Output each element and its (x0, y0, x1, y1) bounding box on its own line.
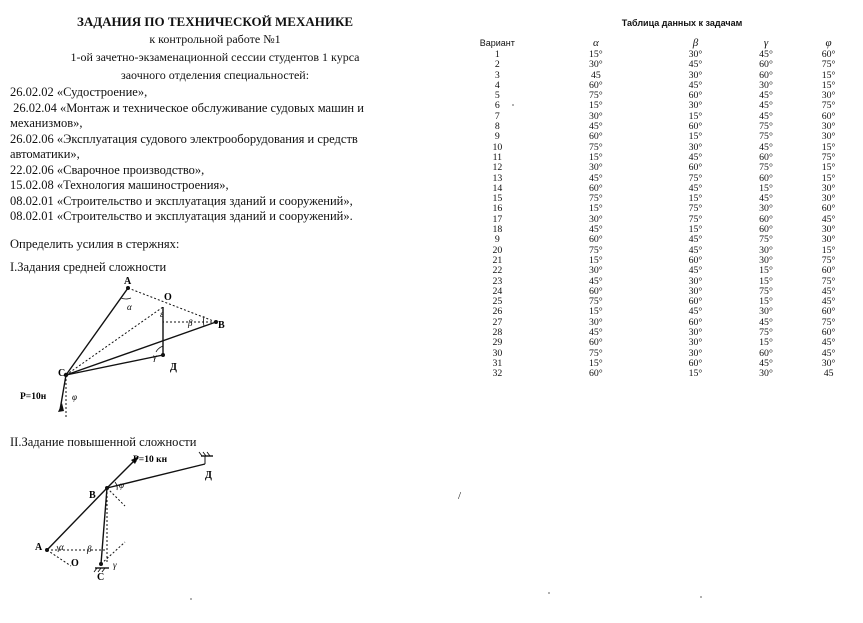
node-a2 (45, 548, 49, 552)
cell-beta: 60° (688, 90, 703, 102)
cell-alpha: 45° (588, 327, 603, 339)
cell-gamma: 60° (759, 59, 773, 71)
cell-gamma: 75° (759, 121, 773, 133)
cell-alpha: 30° (588, 162, 603, 174)
cell-variant: 25 (492, 296, 503, 308)
cell-gamma: 45° (759, 357, 773, 369)
right-column (462, 18, 857, 380)
table-row (462, 266, 857, 276)
cell-alpha: 45° (588, 121, 603, 133)
cell-alpha: 60° (588, 79, 603, 91)
table-header-row (462, 36, 857, 50)
header-alpha: α (592, 37, 599, 49)
scan-speck (548, 592, 550, 594)
table-row (462, 132, 857, 142)
cell-phi: 45° (821, 296, 836, 308)
cell-variant: 27 (492, 316, 503, 328)
cell-variant: 22 (492, 265, 503, 277)
subtitle-line-3: заочного отделения специальностей: (120, 68, 310, 82)
cell-gamma: 30° (759, 254, 773, 266)
cell-variant: 20 (492, 244, 503, 256)
table-body (462, 50, 857, 380)
table-row (462, 112, 857, 122)
cell-gamma: 60° (759, 213, 773, 225)
cell-gamma: 15° (759, 296, 773, 308)
table-row (462, 50, 857, 60)
cell-gamma: 75° (759, 327, 773, 339)
cell-variant: 31 (492, 357, 503, 369)
node-d (161, 353, 165, 357)
cell-phi: 45° (821, 347, 836, 359)
label-gamma: γ (153, 352, 157, 362)
cell-variant: 24 (492, 285, 503, 297)
rod-ac (66, 288, 128, 375)
label-o2: O (71, 558, 79, 569)
cell-beta: 60° (688, 357, 703, 369)
label-beta-2: β (87, 544, 92, 554)
cell-variant: 10 (492, 141, 503, 153)
table-row (462, 287, 857, 297)
arc-alpha (121, 298, 131, 299)
diagram-medium (20, 270, 250, 430)
table-row (462, 204, 857, 214)
cell-beta: 45° (688, 306, 703, 318)
cell-alpha: 45° (588, 172, 603, 184)
label-phi-2: φ (119, 480, 124, 490)
cell-phi: 60° (821, 327, 836, 339)
cell-gamma: 75° (759, 234, 773, 246)
label-alpha: α (127, 302, 132, 312)
cell-alpha: 45 (590, 69, 601, 81)
cell-variant: 21 (492, 254, 503, 266)
cell-alpha: 75° (588, 90, 603, 102)
cell-beta: 75° (688, 203, 703, 215)
cell-gamma: 30° (759, 244, 773, 256)
label-beta: β (188, 318, 193, 328)
label-force-2: P=10 кн (133, 455, 168, 465)
cell-phi: 45 (823, 368, 834, 380)
cell-phi: 75° (821, 151, 836, 163)
cell-variant: 3 (494, 69, 500, 81)
table-row (462, 246, 857, 256)
rod-bc (101, 488, 107, 564)
cell-alpha: 45° (588, 275, 603, 287)
table-row (462, 60, 857, 70)
table-row (462, 143, 857, 153)
cell-alpha: 75° (588, 193, 603, 205)
table-row (462, 174, 857, 184)
label-alpha-2: α (59, 542, 64, 552)
label-d2: Д (205, 470, 212, 481)
specialty-line: 22.02.06 «Сварочное производство», (10, 162, 205, 177)
cell-beta: 45° (688, 234, 703, 246)
cell-variant: 26 (492, 306, 503, 318)
cell-gamma: 75° (759, 131, 773, 143)
header-phi: φ (825, 37, 832, 49)
cell-phi: 15° (821, 79, 836, 91)
cell-beta: 30° (688, 275, 703, 287)
dotted-b (107, 488, 125, 506)
rod-cb (66, 322, 216, 375)
cell-variant: 7 (494, 110, 500, 122)
cell-beta: 15° (688, 110, 703, 122)
specialty-line: 15.02.08 «Технология машиностроения», (10, 178, 229, 192)
arc-gamma (156, 346, 163, 352)
cell-alpha: 75° (588, 347, 603, 359)
cell-phi: 45° (821, 337, 836, 349)
scan-speck (700, 596, 702, 598)
cell-variant: 6 (494, 100, 500, 112)
cell-beta: 60° (688, 296, 703, 308)
cell-beta: 60° (688, 162, 703, 174)
table-row (462, 71, 857, 81)
cell-beta: 45° (688, 182, 703, 194)
cell-gamma: 60° (759, 224, 773, 236)
cell-beta: 75° (688, 213, 703, 225)
table-row (462, 184, 857, 194)
node-b2 (105, 486, 109, 490)
specialty-line: автоматики», (10, 147, 80, 161)
cell-beta: 60° (688, 254, 703, 266)
cell-variant: 17 (492, 213, 503, 225)
table-row (462, 194, 857, 204)
cell-variant: 9 (494, 131, 500, 143)
table-row (462, 359, 857, 369)
label-c2: C (97, 572, 105, 583)
cell-alpha: 75° (588, 244, 603, 256)
cell-phi: 75° (821, 254, 836, 266)
table-row (462, 81, 857, 91)
cell-alpha: 15° (588, 306, 603, 318)
cell-gamma: 15° (759, 337, 773, 349)
cell-alpha: 30° (588, 265, 603, 277)
table-row (462, 338, 857, 348)
cell-variant: 8 (494, 121, 500, 133)
cell-phi: 45° (821, 213, 836, 225)
cell-beta: 45° (688, 151, 703, 163)
cell-variant: 28 (492, 327, 503, 339)
cell-phi: 75° (821, 316, 836, 328)
cell-gamma: 45° (759, 193, 773, 205)
cell-variant: 4 (494, 79, 500, 91)
table-row (462, 153, 857, 163)
label-c: C (58, 368, 66, 379)
cell-alpha: 45° (588, 224, 603, 236)
cell-beta: 60° (688, 316, 703, 328)
cell-beta: 15° (688, 193, 703, 205)
header-gamma: γ (763, 37, 769, 49)
cell-alpha: 15° (588, 203, 603, 215)
cell-gamma: 30° (759, 203, 773, 215)
cell-phi: 75° (821, 275, 836, 287)
cell-gamma: 45° (759, 90, 773, 102)
cell-gamma: 45° (759, 316, 773, 328)
cell-beta: 30° (688, 69, 703, 81)
cell-alpha: 15° (588, 357, 603, 369)
cell-alpha: 75° (588, 296, 603, 308)
table-caption: Таблица данных к задачам (621, 18, 743, 28)
cell-beta: 45° (688, 265, 703, 277)
cell-gamma: 30° (759, 306, 773, 318)
cell-phi: 60° (821, 306, 836, 318)
table-row (462, 256, 857, 266)
table-row (462, 328, 857, 338)
cell-beta: 45° (688, 59, 703, 71)
cell-alpha: 15° (588, 254, 603, 266)
arc-beta (204, 316, 205, 326)
cell-variant: 11 (492, 151, 503, 163)
scan-speck (512, 104, 514, 106)
cell-beta: 30° (688, 141, 703, 153)
task-prompt: Определить усилия в стержнях: (10, 236, 180, 251)
left-column (10, 14, 450, 275)
cell-gamma: 60° (759, 69, 773, 81)
cell-gamma: 45° (759, 49, 773, 60)
table-row (462, 369, 857, 379)
cell-alpha: 30° (588, 316, 603, 328)
cell-variant: 2 (494, 59, 500, 71)
cell-alpha: 30° (588, 213, 603, 225)
cell-beta: 45° (688, 244, 703, 256)
cell-phi: 30° (821, 193, 836, 205)
section-2-heading: II.Задание повышенной сложности (10, 435, 197, 449)
label-b: B (218, 320, 225, 331)
cell-phi: 15° (821, 244, 836, 256)
cell-gamma: 45° (759, 100, 773, 112)
header-beta: β (692, 37, 699, 49)
cell-phi: 60° (821, 110, 836, 122)
truss-diagram-1 (20, 270, 250, 430)
table-row (462, 307, 857, 317)
cell-variant: 5 (494, 90, 500, 102)
cell-gamma: 60° (759, 151, 773, 163)
dotted-ao (47, 550, 71, 566)
cell-alpha: 60° (588, 368, 603, 380)
table-row (462, 318, 857, 328)
cell-gamma: 45° (759, 110, 773, 122)
cell-alpha: 30° (588, 110, 603, 122)
label-force: P=10н (20, 392, 47, 402)
table-row (462, 215, 857, 225)
cell-alpha: 60° (588, 337, 603, 349)
label-a: A (124, 276, 132, 287)
cell-gamma: 75° (759, 285, 773, 297)
specialty-line: 08.02.01 «Строительство и эксплуатация зданий и сооружений», (10, 193, 353, 208)
specialty-line: 26.02.06 «Эксплуатация судового электрооборудования и средств (10, 131, 358, 146)
section-1-heading: I.Задания средней сложности (10, 259, 167, 274)
cell-beta: 30° (688, 347, 703, 359)
cell-phi: 30° (821, 90, 836, 102)
data-table (462, 36, 857, 380)
subtitle-line-2: 1-ой зачетно-экзаменационной сессии студентов 1 курса (70, 50, 360, 64)
table-row (462, 225, 857, 235)
cell-gamma: 15° (759, 275, 773, 287)
cell-variant: 15 (492, 193, 503, 205)
cell-gamma: 60° (759, 347, 773, 359)
rod-ab (47, 488, 107, 550)
cell-beta: 30° (688, 327, 703, 339)
cell-gamma: 15° (759, 265, 773, 277)
cell-phi: 15° (821, 162, 836, 174)
cell-beta: 75° (688, 172, 703, 184)
table-row (462, 277, 857, 287)
cell-beta: 30° (688, 49, 703, 60)
label-d: Д (170, 362, 177, 373)
cell-phi: 30° (821, 234, 836, 246)
cell-alpha: 60° (588, 234, 603, 246)
subtitle-line-1: к контрольной работе №1 (149, 32, 281, 46)
cell-variant: 12 (492, 162, 503, 174)
table-row (462, 349, 857, 359)
table-row (462, 101, 857, 111)
specialty-list (10, 85, 450, 225)
cell-variant: 13 (492, 172, 503, 184)
cell-phi: 15° (821, 141, 836, 153)
specialty-line: 26.02.02 «Судостроение», (10, 85, 148, 99)
page-title: ЗАДАНИЯ ПО ТЕХНИЧЕСКОЙ МЕХАНИКЕ (76, 14, 354, 29)
cell-phi: 15° (821, 69, 836, 81)
cell-phi: 60° (821, 203, 836, 215)
cell-alpha: 15° (588, 49, 603, 60)
label-epsilon: ε (160, 309, 164, 319)
cell-variant: 9 (494, 234, 500, 246)
cell-phi: 60° (821, 265, 836, 277)
specialty-line: 26.02.04 «Монтаж и техническое обслуживание судовых машин и (10, 100, 364, 115)
cell-alpha: 60° (588, 182, 603, 194)
cell-gamma: 45° (759, 141, 773, 153)
cell-phi: 30° (821, 182, 836, 194)
cell-beta: 45° (688, 79, 703, 91)
table-row (462, 91, 857, 101)
cell-variant: 18 (492, 224, 503, 236)
cell-alpha: 30° (588, 59, 603, 71)
scan-speck (190, 598, 192, 600)
cell-variant: 1 (494, 49, 500, 60)
cell-phi: 30° (821, 121, 836, 133)
cell-beta: 15° (688, 224, 703, 236)
label-b2: B (89, 490, 96, 501)
label-o: O (164, 292, 172, 303)
table-row (462, 297, 857, 307)
label-phi: φ (72, 392, 77, 402)
cell-phi: 60° (821, 49, 836, 60)
cell-variant: 23 (492, 275, 503, 287)
cell-variant: 16 (492, 203, 503, 215)
cell-gamma: 60° (759, 172, 773, 184)
node-c2 (99, 562, 103, 566)
truss-diagram-2 (25, 450, 245, 590)
cell-gamma: 75° (759, 162, 773, 174)
cell-alpha: 60° (588, 285, 603, 297)
cell-gamma: 15° (759, 182, 773, 194)
cell-beta: 30° (688, 285, 703, 297)
specialty-line: механизмов», (10, 116, 83, 130)
scan-mark: / (458, 490, 462, 502)
dotted-ab (128, 288, 216, 322)
cell-phi: 75° (821, 100, 836, 112)
cell-variant: 32 (492, 368, 503, 380)
cell-alpha: 60° (588, 131, 603, 143)
cell-phi: 30° (821, 224, 836, 236)
cell-beta: 30° (688, 100, 703, 112)
label-gamma-2: γ (113, 560, 117, 570)
force-arrow (60, 375, 66, 410)
cell-phi: 75° (821, 59, 836, 71)
specialty-line: 08.02.01 «Строительство и эксплуатация зданий и сооружений». (10, 209, 353, 223)
cell-beta: 15° (688, 131, 703, 143)
cell-variant: 14 (492, 182, 503, 194)
cell-phi: 30° (821, 131, 836, 143)
table-row (462, 122, 857, 132)
table-row (462, 163, 857, 173)
table-row (462, 235, 857, 245)
cell-beta: 15° (688, 368, 703, 380)
cell-alpha: 75° (588, 141, 603, 153)
cell-beta: 60° (688, 121, 703, 133)
cell-alpha: 15° (588, 100, 603, 112)
header-variant: Вариант (479, 38, 515, 48)
cell-gamma: 30° (759, 79, 773, 91)
cell-phi: 45° (821, 285, 836, 297)
label-a2: A (35, 542, 43, 553)
diagram-advanced (25, 450, 245, 590)
cell-variant: 30 (492, 347, 503, 359)
cell-variant: 29 (492, 337, 503, 349)
cell-phi: 30° (821, 357, 836, 369)
cell-gamma: 30° (759, 368, 773, 380)
cell-beta: 30° (688, 337, 703, 349)
cell-phi: 15° (821, 172, 836, 184)
cell-alpha: 15° (588, 151, 603, 163)
